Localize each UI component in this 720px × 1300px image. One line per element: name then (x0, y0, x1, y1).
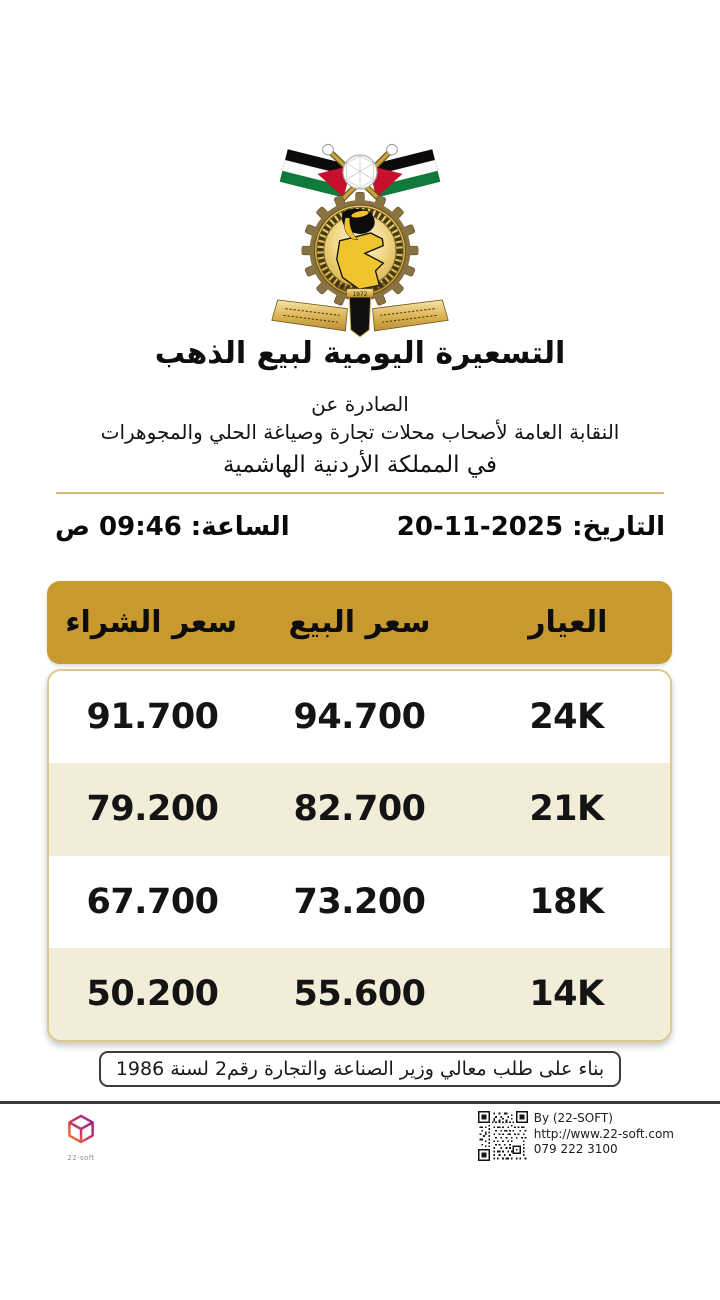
credit-block (478, 1111, 674, 1161)
karat-column-header: العيار (528, 605, 608, 640)
karat-cell: 18K (529, 881, 604, 922)
country-line: في المملكة الأردنية الهاشمية (222, 452, 498, 478)
table-row (49, 671, 670, 763)
date-label: التاريخ: (572, 512, 665, 542)
datetime-row (55, 512, 665, 542)
price-table-body (47, 669, 672, 1042)
brand-block (58, 1113, 104, 1162)
page-title: التسعيرة اليومية لبيع الذهب (154, 336, 566, 371)
time-label: الساعة: (190, 512, 290, 542)
brand-label: 22-soft (67, 1153, 95, 1162)
karat-cell: 24K (529, 697, 604, 738)
table-row (49, 948, 670, 1040)
credit-line-by: By (22-SOFT) (533, 1111, 613, 1125)
price-table-header (47, 581, 672, 664)
footer-bar (0, 1101, 720, 1170)
qr-code-icon (478, 1111, 528, 1161)
sell-price-cell: 55.600 (293, 973, 426, 1014)
table-row (49, 856, 670, 948)
table-row (49, 763, 670, 855)
sell-price-cell: 94.700 (293, 697, 426, 738)
gold-divider (56, 492, 664, 494)
ministry-footnote: بناء على طلب معالي وزير الصناعة والتجارة رقم2 لسنة 1986 (99, 1051, 621, 1087)
buy-price-cell: 91.700 (86, 697, 219, 738)
sell-column-header: سعر البيع (288, 605, 431, 640)
karat-cell: 14K (529, 973, 604, 1014)
white-orb-icon (343, 155, 377, 189)
sell-price-cell: 73.200 (293, 881, 426, 922)
jordan-flag-right-icon (368, 149, 440, 197)
buy-price-cell: 67.700 (86, 881, 219, 922)
issued-by-line: الصادرة عن (311, 392, 409, 416)
syndicate-emblem-logo (266, 140, 454, 340)
credit-text (534, 1111, 674, 1158)
founded-year-label: 1972 (352, 291, 368, 298)
emblem-shield (349, 297, 370, 337)
issuer-name: النقابة العامة لأصحاب محلات تجارة وصياغة الحلي والمجوهرات (100, 420, 620, 444)
buy-price-cell: 79.200 (86, 789, 219, 830)
time-value: 09:46 ص (55, 512, 182, 542)
buy-price-cell: 50.200 (86, 973, 219, 1014)
credit-line-url: http://www.22-soft.com (533, 1126, 674, 1141)
time-group (55, 512, 290, 542)
karat-cell: 21K (529, 789, 604, 830)
credit-line-phone: 079 222 3100 (533, 1142, 618, 1156)
date-group (397, 512, 665, 542)
cube-logo-icon (65, 1113, 97, 1151)
date-value: 20-11-2025 (396, 512, 564, 542)
buy-column-header: سعر الشراء (65, 605, 238, 640)
jordan-flag-left-icon (280, 149, 352, 197)
sell-price-cell: 82.700 (293, 789, 426, 830)
